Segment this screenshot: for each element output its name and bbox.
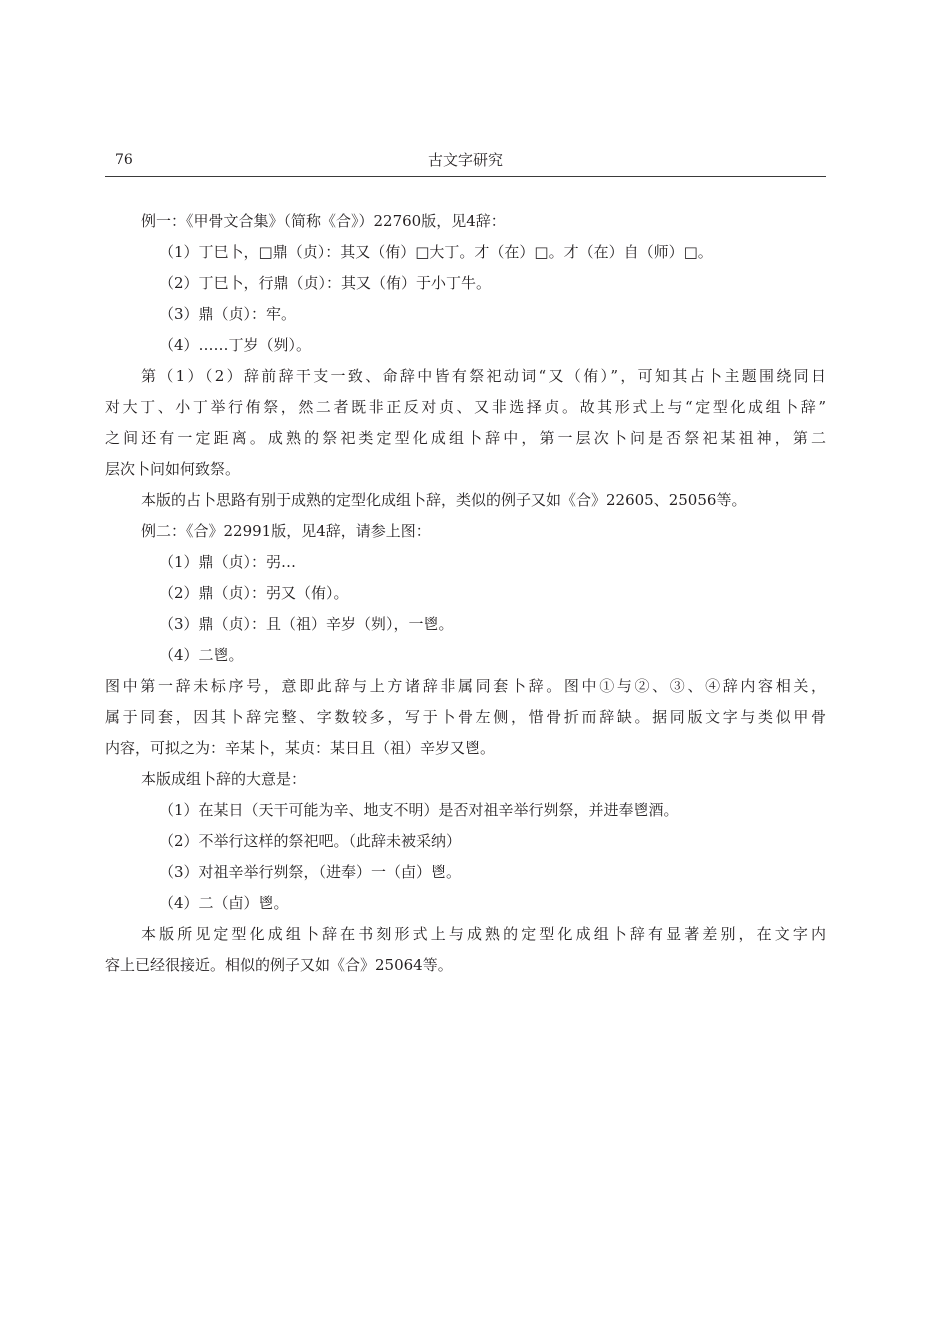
text-line: 属于同套，因其卜辞完整、字数较多，写于卜骨左侧，惜骨折而辞缺。据同版文字与类似甲骨 bbox=[105, 708, 826, 726]
text-line: （4）二（卣）鬯。 bbox=[159, 894, 289, 912]
paragraph bbox=[105, 361, 826, 485]
text-line: （2）丁巳卜，行鼎（贞）：其又（侑）于小丁牛。 bbox=[159, 274, 492, 292]
paragraph bbox=[105, 671, 826, 764]
paragraph bbox=[105, 888, 826, 919]
text-line: （3）鼎（贞）：牢。 bbox=[159, 305, 297, 323]
text-line: （1）丁巳卜，□鼎（贞）：其又（侑）□大丁。才（在）□。才（在）自（师）□。 bbox=[159, 243, 713, 261]
page-header bbox=[105, 150, 826, 177]
text-line: 第（1）（2）辞前辞干支一致、命辞中皆有祭祀动词“又（侑）”，可知其占卜主题围绕同日 bbox=[141, 367, 826, 385]
text-line: 内容，可拟之为：辛某卜，某贞：某日且（祖）辛岁又鬯。 bbox=[105, 739, 496, 757]
text-line: （3）对祖辛举行刿祭，（进奉）一（卣）鬯。 bbox=[159, 863, 462, 881]
text-line: 例二：《合》22991版，见4辞，请参上图： bbox=[141, 522, 431, 540]
paragraph bbox=[105, 485, 826, 516]
paragraph bbox=[105, 857, 826, 888]
paragraph bbox=[105, 826, 826, 857]
paragraph bbox=[105, 609, 826, 640]
body-text bbox=[105, 206, 826, 981]
text-line: 例一：《甲骨文合集》（简称《合》）22760版，见4辞： bbox=[141, 212, 506, 230]
paragraph bbox=[105, 578, 826, 609]
text-line: （3）鼎（贞）：且（祖）辛岁（刿），一鬯。 bbox=[159, 615, 454, 633]
text-line: （1）在某日（天干可能为辛、地支不明）是否对祖辛举行刿祭，并进奉鬯酒。 bbox=[159, 801, 679, 819]
paragraph bbox=[105, 795, 826, 826]
page-number: 76 bbox=[115, 152, 133, 168]
text-line: 对大丁、小丁举行侑祭，然二者既非正反对贞、又非选择贞。故其形式上与“定型化成组卜辞” bbox=[105, 398, 826, 416]
paragraph bbox=[105, 640, 826, 671]
text-line: 容上已经很接近。相似的例子又如《合》25064等。 bbox=[105, 956, 453, 974]
paragraph bbox=[105, 330, 826, 361]
text-line: 层次卜问如何致祭。 bbox=[105, 460, 241, 478]
text-line: 图中第一辞未标序号，意即此辞与上方诸辞非属同套卜辞。图中①与②、③、④辞内容相关， bbox=[105, 677, 826, 695]
text-line: （4）……丁岁（刿）。 bbox=[159, 336, 312, 354]
paragraph bbox=[105, 516, 826, 547]
text-line: （4）二鬯。 bbox=[159, 646, 244, 664]
text-line: 本版的占卜思路有别于成熟的定型化成组卜辞，类似的例子又如《合》22605、25056等。 bbox=[141, 491, 747, 509]
text-line: （2）鼎（贞）：弜又（侑）。 bbox=[159, 584, 349, 602]
running-title: 古文字研究 bbox=[427, 151, 503, 169]
text-line: 本版所见定型化成组卜辞在书刻形式上与成熟的定型化成组卜辞有显著差别，在文字内 bbox=[141, 925, 826, 943]
paragraph bbox=[105, 764, 826, 795]
text-line: 之间还有一定距离。成熟的祭祀类定型化成组卜辞中，第一层次卜问是否祭祀某祖神，第二 bbox=[105, 429, 826, 447]
paragraph bbox=[105, 299, 826, 330]
paragraph bbox=[105, 206, 826, 237]
text-line: （2）不举行这样的祭祀吧。（此辞未被采纳） bbox=[159, 832, 462, 850]
paragraph bbox=[105, 547, 826, 578]
paragraph bbox=[105, 919, 826, 981]
paragraph bbox=[105, 237, 826, 268]
text-line: （1）鼎（贞）：弜… bbox=[159, 553, 297, 571]
paragraph bbox=[105, 268, 826, 299]
text-line: 本版成组卜辞的大意是： bbox=[141, 770, 307, 788]
